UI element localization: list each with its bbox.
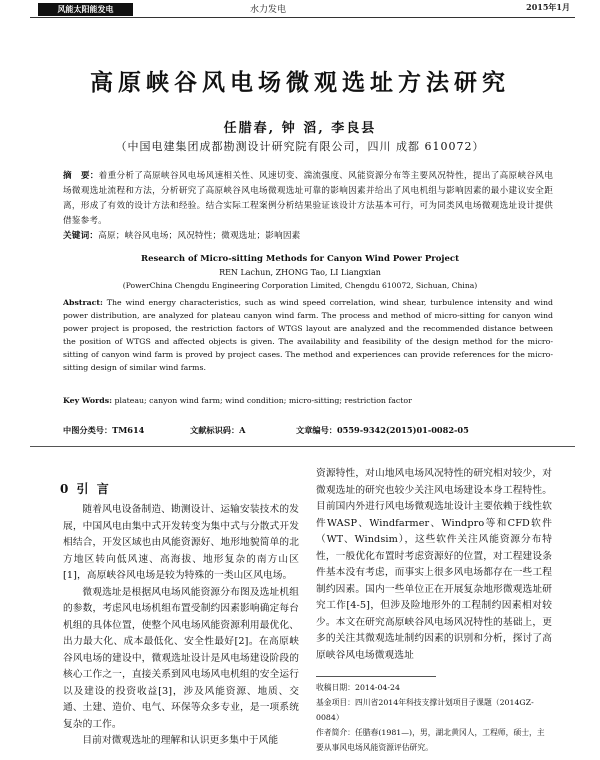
received-date: 收稿日期：2014-04-24 (316, 683, 400, 692)
section-heading: 0 引 言 (60, 482, 111, 496)
english-title: Research of Micro-sitting Methods for Canyon Wind Power Project (141, 254, 459, 264)
english-abstract-text: The wind energy characteristics, such as wind speed correlation, wind shear, turbulence intensity and wind power distribution, are analyzed for plateau canyon wind farm. The process and method of micro-sitting for canyon wind power project is proposed, the restriction factors of WTGS layout are analyzed and the recommended distance between the position of WTGS and affected objects is given. The availability and feasibility of the design method for the micro-sitting of canyon wind farm is proved by project cases. The method and experiences can provide references for the micro-sitting design of similar wind farms. (63, 298, 553, 372)
fund-project: 基金项目：四川省2014年科技支撑计划项目子课题（2014GZ-0084） (316, 698, 534, 722)
footnote-rule (316, 676, 436, 677)
clc-number: 中图分类号：TM614 (63, 425, 145, 435)
footnote (316, 680, 552, 755)
document-code: 文献标识码：A (190, 425, 246, 435)
meta-divider (30, 446, 575, 447)
paragraph: 目前对微观选址的理解和认识更多集中于风能 (82, 735, 279, 746)
journal-section-tab: 风能太阳能发电 (38, 3, 133, 16)
english-authors: REN Lachun, ZHONG Tao, LI Liangxian (219, 268, 381, 277)
chinese-abstract (63, 169, 553, 244)
author-list: 任腊春, 钟 滔, 李良县 (223, 121, 377, 136)
right-column (316, 466, 552, 668)
affiliation: （中国电建集团成都勘测设计研究院有限公司，四川 成都 610072） (115, 140, 485, 153)
header-rule (30, 17, 575, 18)
article-number: 文章编号：0559-9342(2015)01-0082-05 (296, 425, 469, 435)
paragraph: 资源特性，对山地风电场风况特性的研究相对较少，对微观选址的研究也较少关注风电场建设本身工程特性。目前国内外进行风电场微观选址设计主要依赖于线性软件WASP、Windfarmer、Windpro等和CFD软件（WT、Windsim），这些软件关注风能资源分布特性，一般优化布置时考虑资源好的位置，对工程建设条件基本没有考虑，而事实上很多风电场都存在一些工程制约因素。国内一些单位正在开展复杂地形微观选址研究工作[4-5]，但涉及险地形外的工程制约因素相对较少。本文在研究高原峡谷风电场风况特性的基础上，更多的关注其微观选址制约因素的识别和分析，探讨了高原峡谷风电场微观选址 (316, 468, 552, 661)
abstract-text: 着重分析了高原峡谷风电场风速相关性、风速切变、湍流强度、风能资源分布等主要风况特性，提出了高原峡谷风电场微观选址流程和方法，分析研究了高原峡谷风电场微观选址可靠的影响因素并给出了风电机组与影响因素的最小建议安全距离，形成了有效的设计方法和经验。结合实际工程案例分析结果验证该设计方法基本可行，可为同类风电场微观选址设计提供借鉴参考。 (63, 171, 553, 226)
author-bio: 作者简介：任腊春(1981—)，男，湖北黄冈人，工程师，硕士，主要从事风电场风能资源评估研究。 (316, 728, 545, 752)
keywords-label: 关键词： (63, 231, 99, 241)
english-keywords-label: Key Words: (63, 396, 112, 405)
english-abstract-label: Abstract: (63, 298, 103, 307)
paragraph: 微观选址是根据风电场风能资源分布图及选址机组的参数，考虑风电场机组布置受制约因素影响确定每台机组的具体位置，使整个风电场风能资源利用最优化、出力最大化、成本最低化、安全性最好[2]。在高原峡谷风电场的建设中，微观选址设计是风电场建设阶段的核心工作之一，直接关系到风电场风电机组的安全运行以及建设的投资收益[3]，涉及风能资源、地质、交通、土建、造价、电气、环保等众多专业，是一项系统复杂的工作。 (63, 586, 299, 730)
english-keywords-text: plateau; canyon wind farm; wind condition; micro-sitting; restriction factor (114, 396, 412, 405)
issue-date-header: 2015年1月 (526, 2, 570, 12)
english-abstract (63, 296, 553, 386)
keywords-text: 高原；峡谷风电场；风况特性；微观选址；影响因素 (98, 231, 301, 241)
left-column (63, 502, 299, 756)
paper-title: 高原峡谷风电场微观选址方法研究 (90, 69, 510, 96)
english-keywords (63, 396, 553, 405)
journal-name-header: 水力发电 (250, 5, 287, 15)
abstract-label: 摘 要： (63, 171, 99, 181)
english-affiliation: (PowerChina Chengdu Engineering Corporation Limited, Chengdu 610072, Sichuan, China) (122, 281, 478, 290)
paragraph: 随着风电设备制造、勘测设计、运输安装技术的发展，中国风电由集中式开发转变为集中式与分散式开发相结合，开发区域也由风能资源好、地形地貌简单的北方地区转向低风速、高海拔、地形复杂的南方山区[1]，高原峡谷风电场是较为特殊的一类山区风电场。 (63, 504, 299, 581)
